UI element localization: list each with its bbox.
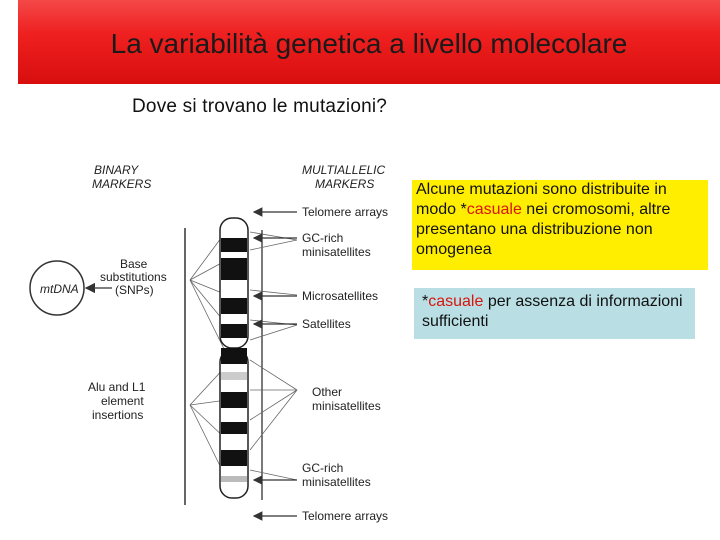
base-substitutions-label-2: substitutions: [100, 270, 167, 284]
binary-markers-header-1: BINARY: [94, 163, 139, 177]
mtdna-label: mtDNA: [40, 282, 79, 296]
note-yellow-text-1: Alcune mutazioni sono distribuite in modo *: [416, 181, 667, 218]
base-substitutions-label-1: Base: [120, 257, 148, 271]
alu-insertions-label-3: insertions: [92, 408, 144, 422]
chromosome: [220, 218, 248, 498]
gc-rich-bottom-label-2: minisatellites: [302, 475, 371, 489]
slide-subtitle: Dove si trovano le mutazioni?: [132, 96, 388, 117]
chromosome-marker-figure: [22, 150, 412, 535]
note-blue-text: per assenza di informazioni sufficienti: [422, 293, 683, 330]
gc-rich-top-label-1: GC-rich: [302, 231, 344, 245]
multiallelic-markers-header-2: MARKERS: [315, 177, 375, 191]
microsatellites-label: Microsatellites: [302, 289, 379, 303]
alu-insertions-label-2: element: [101, 394, 144, 408]
multiallelic-markers-header-1: MULTIALLELIC: [302, 163, 386, 177]
gc-rich-top-label-2: minisatellites: [302, 245, 371, 259]
note-blue-star: *: [422, 293, 429, 310]
other-minisatellites-label-1: Other: [312, 385, 343, 399]
telomere-arrays-bottom-label: Telomere arrays: [302, 509, 389, 523]
note-blue-highlight: casuale: [428, 293, 484, 310]
note-yellow-highlight: casuale: [466, 201, 522, 218]
right-arrows: [254, 212, 297, 516]
gc-rich-bottom-label-1: GC-rich: [302, 461, 344, 475]
title-bar: [18, 0, 720, 84]
binary-markers-header-2: MARKERS: [92, 177, 152, 191]
telomere-arrays-top-label: Telomere arrays: [302, 205, 389, 219]
base-substitutions-label-3: (SNPs): [115, 283, 154, 297]
satellites-label: Satellites: [302, 317, 351, 331]
other-minisatellites-label-2: minisatellites: [312, 399, 381, 413]
casuale-definition-note: [414, 288, 695, 339]
alu-insertions-label-1: Alu and L1: [88, 380, 146, 394]
slide-title: La variabilità genetica a livello molecolare: [110, 28, 628, 59]
random-distribution-note: [412, 180, 708, 270]
note-yellow-text-2: nei cromosomi, altre presentano una distribuzione non omogenea: [416, 201, 671, 258]
right-fan-lines: [250, 232, 297, 480]
